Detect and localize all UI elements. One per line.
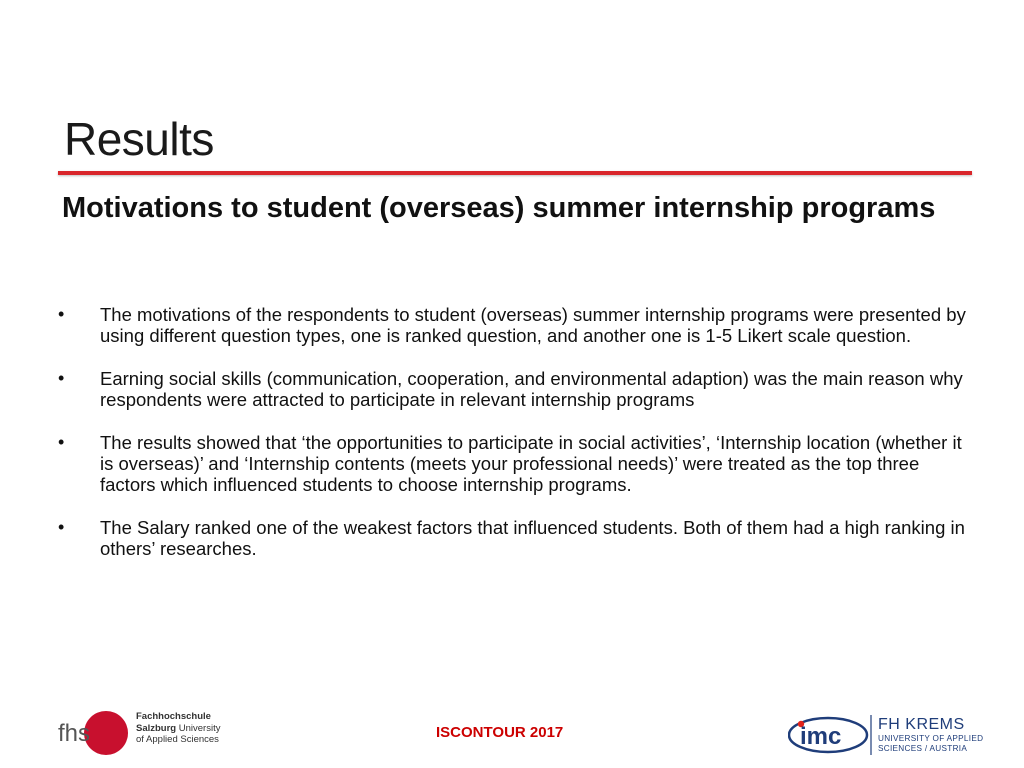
fhs-line1: Fachhochschule (136, 711, 211, 722)
imc-mark-text: imc (800, 723, 842, 750)
imc-logo-icon (788, 713, 872, 757)
bullet-icon: • (58, 304, 65, 324)
bullet-icon: • (58, 368, 65, 388)
bullet-item (58, 432, 978, 495)
bullet-icon: • (58, 432, 65, 452)
bullet-text: The motivations of the respondents to student (overseas) summer internship programs were presented by using different question types, one is ranked question, and another one is 1-5 Likert scale question. (100, 304, 966, 346)
imc-fh-krems-logo (788, 713, 984, 757)
slide-subtitle: Motivations to student (overseas) summer internship programs (62, 192, 936, 224)
fh-krems-sub1: UNIVERSITY OF APPLIED (878, 734, 984, 743)
bullet-text: The results showed that ‘the opportunities to participate in social activities’, ‘Internship location (whether it is overseas)’ and ‘Internship contents (meets your professional needs)’ were treated as the top three factors which influenced students to choose internship programs. (100, 432, 962, 495)
title-divider (58, 171, 972, 175)
slide-title: Results (64, 113, 214, 165)
fhs-logo-text (136, 711, 220, 746)
fhs-line2-rest: University (176, 722, 221, 734)
conference-label: ISCONTOUR 2017 (436, 724, 564, 741)
bullet-text: Earning social skills (communication, cooperation, and environmental adaption) was the main reason why respondents were attracted to participate in relevant internship programs (100, 368, 963, 410)
fh-krems-text (878, 716, 983, 753)
fhs-mark-text: fhs (58, 720, 91, 747)
bullet-icon: • (58, 517, 65, 537)
fhs-line2-bold: Salzburg (136, 722, 177, 734)
fhs-salzburg-logo (56, 709, 226, 757)
bullet-list (58, 304, 978, 581)
bullet-item (58, 368, 978, 410)
fhs-logo-icon (56, 709, 132, 757)
fh-krems-sub2: SCIENCES / AUSTRIA (878, 743, 968, 753)
bullet-text: The Salary ranked one of the weakest factors that influenced students. Both of them had a high ranking in others’ researches. (100, 517, 965, 559)
bullet-item (58, 517, 978, 559)
bullet-item (58, 304, 978, 346)
fhs-line3: of Applied Sciences (136, 734, 219, 745)
fh-krems-title: FH KREMS (878, 716, 965, 733)
